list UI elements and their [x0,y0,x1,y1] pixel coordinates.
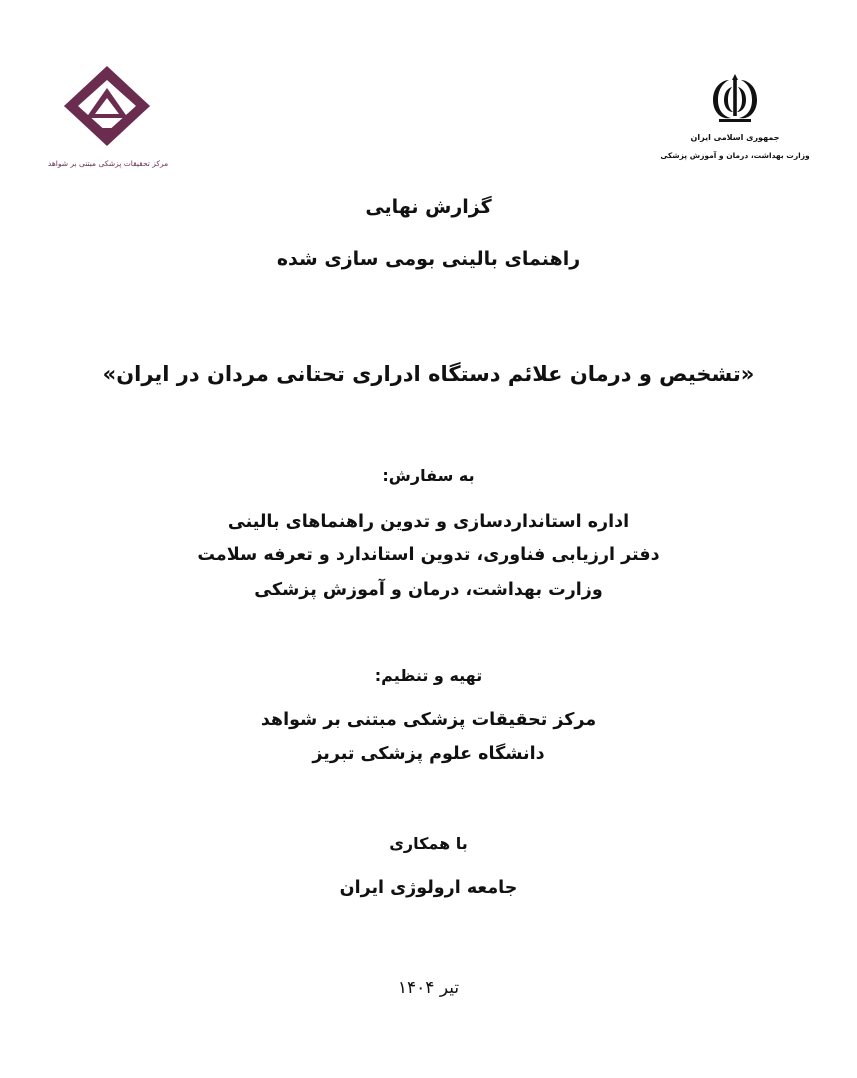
commission-line-3: وزارت بهداشت، درمان و آموزش پزشکی [254,580,603,600]
iran-emblem [660,78,810,178]
iran-emblem-caption-line2: وزارت بهداشت، درمان و آموزش پزشکی [660,151,810,160]
report-subtitle: راهنمای بالینی بومی سازی شده [276,248,581,270]
collaboration-label: با همکاری [389,834,468,853]
collaboration-line-1: جامعه ارولوژی ایران [339,878,518,898]
ebm-center-logo-icon [47,62,169,182]
commission-line-1: اداره استانداردسازی و تدوین راهنماهای بالینی [227,512,630,532]
publication-date: تیر ۱۴۰۴ [397,978,460,998]
guideline-title: «تشخیص و درمان علائم دستگاه ادراری تحتانی مردان در ایران» [102,362,755,386]
ebm-center-logo-caption: مرکز تحقیقات پزشکی مبتنی بر شواهد [47,159,169,168]
preparation-line-1: مرکز تحقیقات پزشکی مبتنی بر شواهد [260,710,597,730]
report-title: گزارش نهایی [365,196,492,218]
commission-label: به سفارش: [382,466,475,485]
ebm-center-logo [47,62,169,182]
iran-emblem-icon [660,78,810,178]
iran-emblem-caption-line1: جمهوری اسلامی ایران [690,133,780,142]
preparation-label: تهیه و تنظیم: [374,666,483,685]
preparation-line-2: دانشگاه علوم پزشکی تبریز [312,744,545,764]
commission-line-2: دفتر ارزیابی فناوری، تدوین استاندارد و تعرفه سلامت [197,545,660,565]
